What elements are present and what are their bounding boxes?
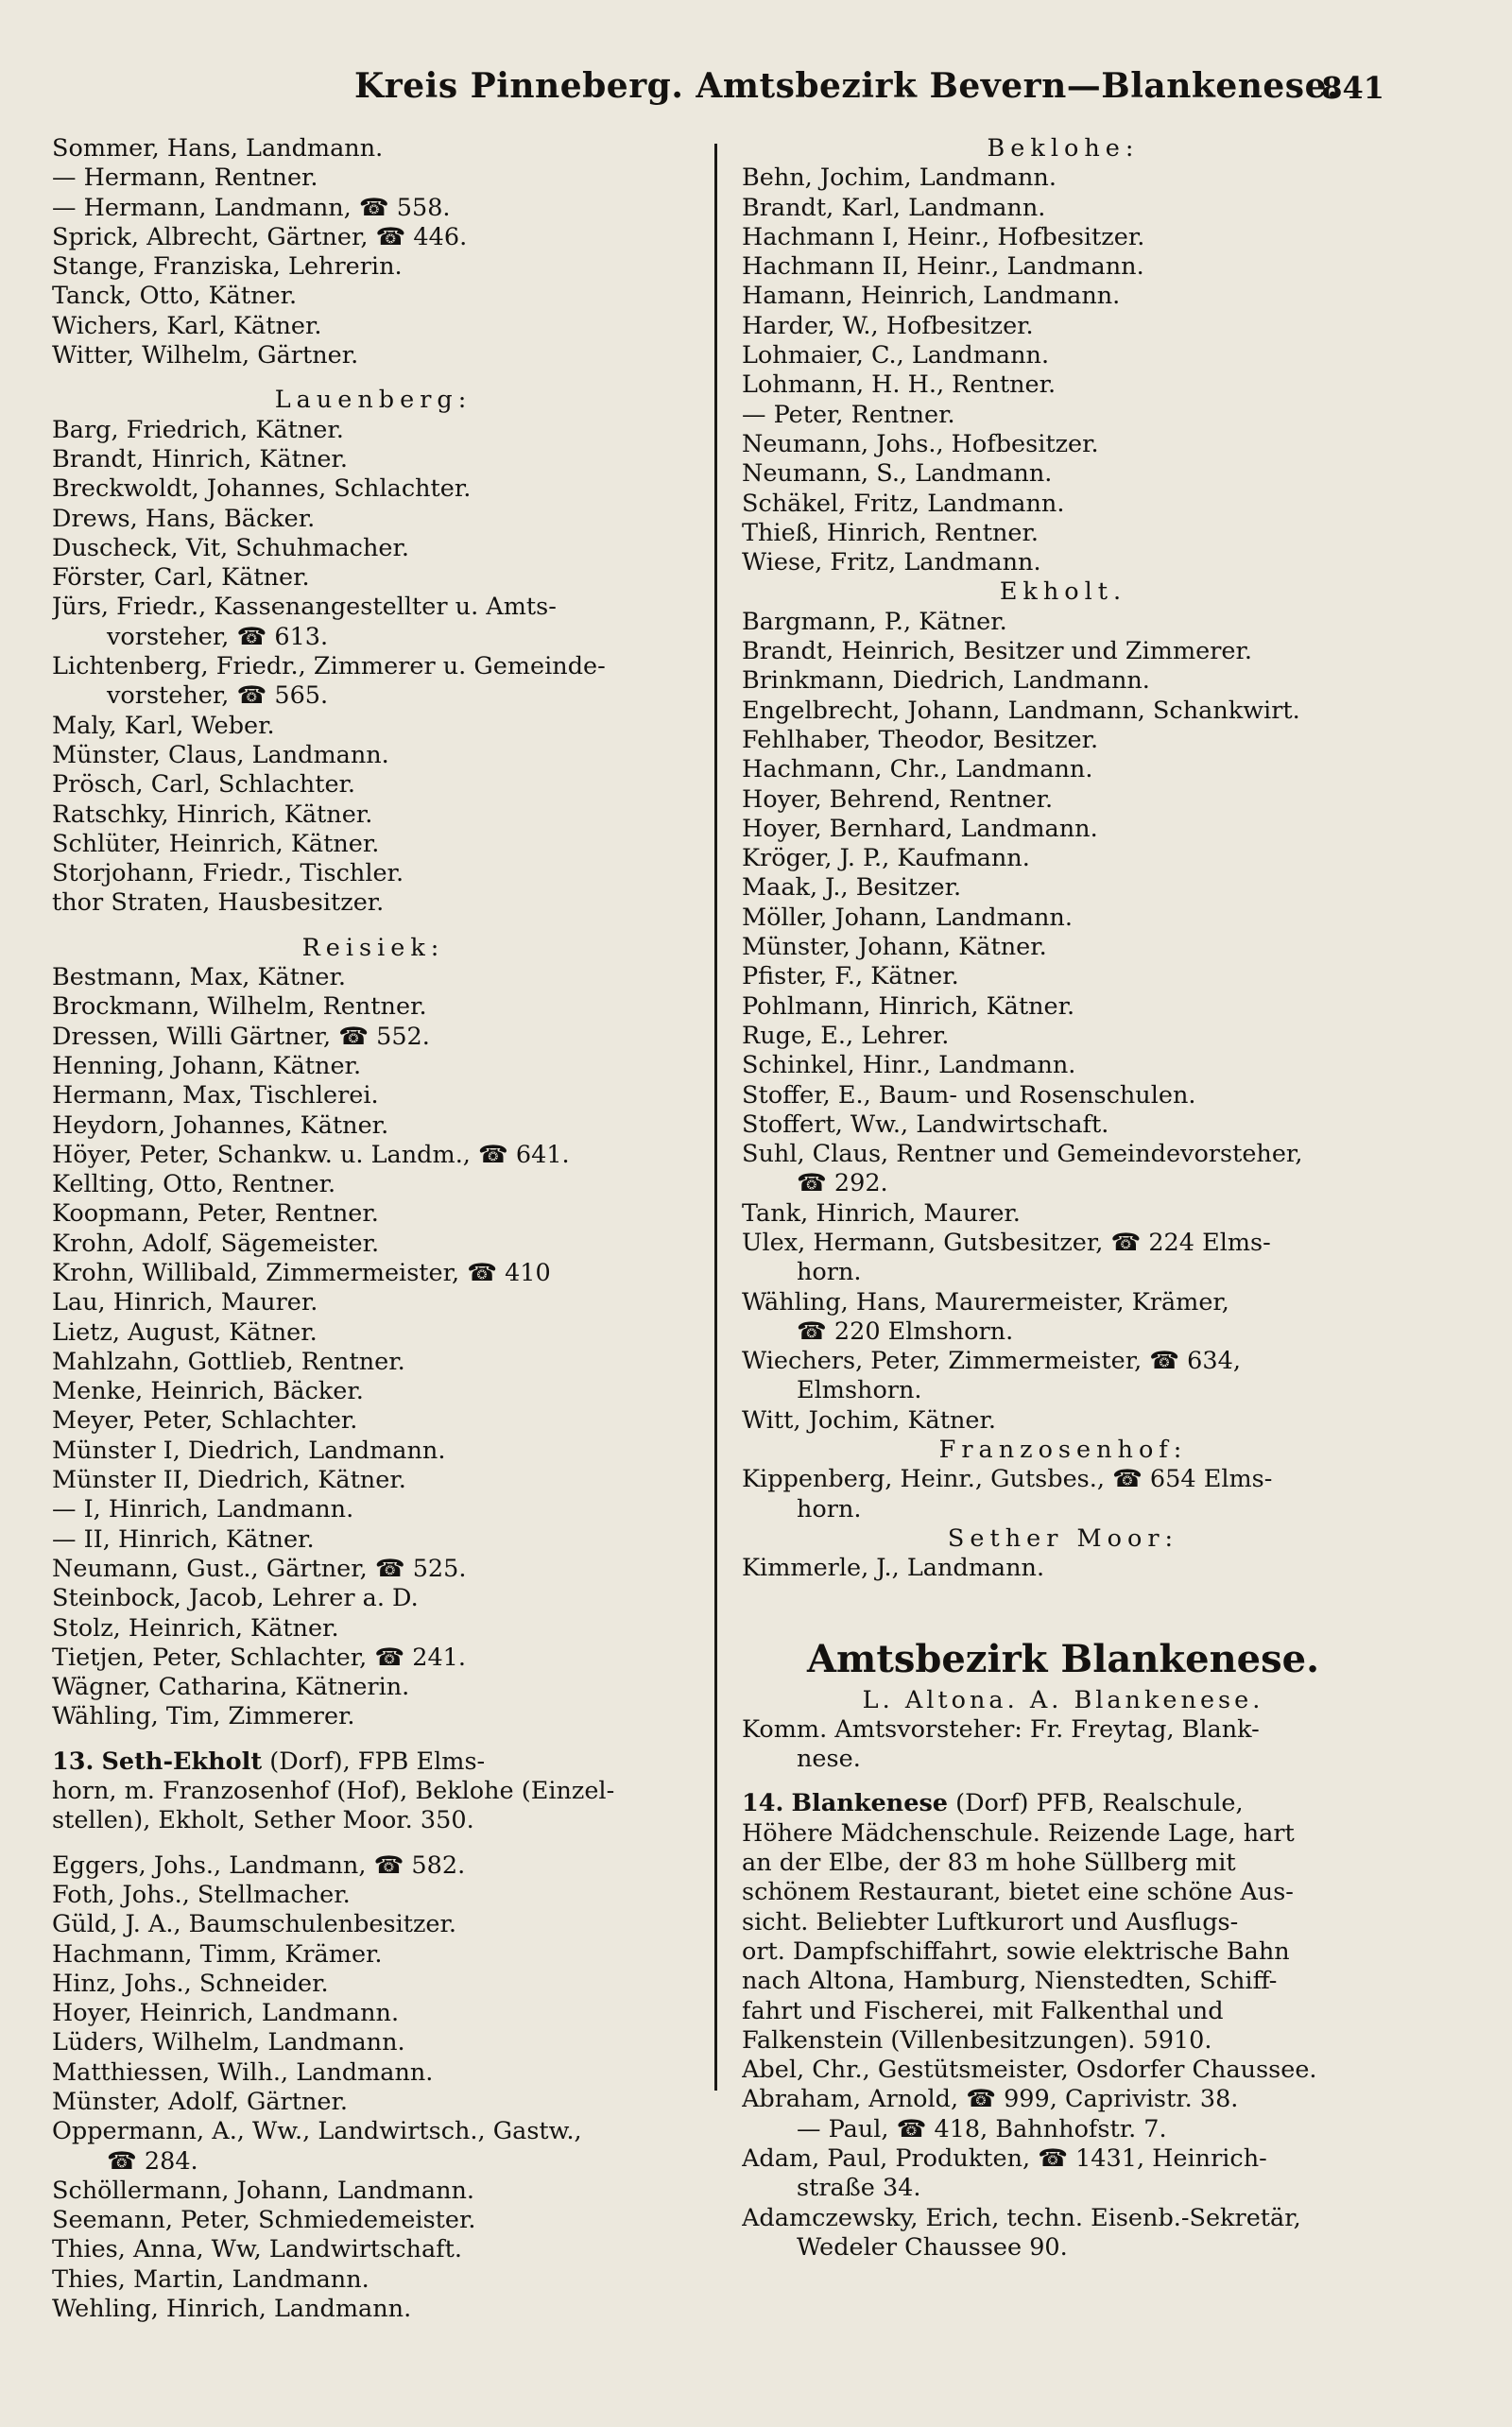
section-heading: Franzosenhof: [938, 1436, 1188, 1465]
entry: Krohn, Adolf, Sägemeister. [52, 1229, 380, 1258]
running-title: Kreis Pinneberg. Amtsbezirk Bevern—Blankenese. [354, 66, 1340, 106]
entry: Koopmann, Peter, Rentner. [52, 1199, 379, 1229]
entry: Witt, Jochim, Kätner. [742, 1405, 996, 1435]
entry: Neumann, S., Landmann. [742, 459, 1053, 489]
entry: Münster I, Diedrich, Landmann. [52, 1436, 446, 1465]
entry: Bestmann, Max, Kätner. [52, 963, 347, 992]
entry: Dressen, Willi Gärtner, ☎ 552. [52, 1022, 430, 1051]
entry: Ruge, E., Lehrer. [742, 1021, 950, 1050]
entry-continued: vorsteher, ☎ 565. [107, 681, 329, 711]
entry-continued: horn. [797, 1494, 862, 1523]
entry: Schöllermann, Johann, Landmann. [52, 2176, 475, 2205]
entry: Förster, Carl, Kätner. [52, 563, 310, 593]
entry: Ratschky, Hinrich, Kätner. [52, 800, 373, 829]
entry-continued: vorsteher, ☎ 613. [107, 622, 329, 651]
entry: — I, Hinrich, Landmann. [52, 1495, 354, 1524]
entry-continued: ☎ 292. [797, 1169, 888, 1198]
entry: Kröger, J. P., Kaufmann. [742, 844, 1030, 873]
section-heading: Lauenberg: [274, 386, 472, 415]
locality-number: 13. [52, 1747, 94, 1776]
entry: Witter, Wilhelm, Gärtner. [52, 341, 359, 370]
entry: Schäkel, Fritz, Landmann. [742, 489, 1065, 518]
entry: — Peter, Rentner. [742, 400, 955, 429]
entry: Oppermann, A., Ww., Landwirtsch., Gastw., [52, 2117, 582, 2146]
entry: Kippenberg, Heinr., Gutsbes., ☎ 654 Elms- [742, 1465, 1273, 1494]
entry: Hoyer, Bernhard, Landmann. [742, 814, 1098, 843]
district-subtitle: L. Altona. A. Blankenese. [862, 1685, 1264, 1714]
locality-info: nach Altona, Hamburg, Nienstedten, Schiff- [742, 1967, 1278, 1996]
entry: Schinkel, Hinr., Landmann. [742, 1051, 1076, 1080]
entry: Adamczewsky, Erich, techn. Eisenb.-Sekretär, [742, 2203, 1301, 2232]
entry: Bargmann, P., Kätner. [742, 607, 1007, 636]
entry: Hachmann, Chr., Landmann. [742, 755, 1093, 784]
entry-continued: ☎ 284. [107, 2146, 198, 2176]
entry: — Hermann, Rentner. [52, 164, 318, 193]
entry: Thies, Anna, Ww, Landwirtschaft. [52, 2235, 462, 2264]
entry: Mahlzahn, Gottlieb, Rentner. [52, 1347, 405, 1376]
entry: Brinkmann, Diedrich, Landmann. [742, 666, 1150, 696]
entry: Adam, Paul, Produkten, ☎ 1431, Heinrich- [742, 2144, 1267, 2173]
locality-heading [742, 1789, 1384, 1818]
entry: Münster, Adolf, Gärtner. [52, 2088, 348, 2116]
locality-info: stellen), Ekholt, Sether Moor. 350. [52, 1806, 474, 1835]
locality-info: ort. Dampfschiffahrt, sowie elektrische Bahn [742, 1936, 1290, 1966]
entry: Hachmann, Timm, Krämer. [52, 1939, 383, 1969]
locality-name: Seth-Ekholt [101, 1747, 263, 1776]
entry: Brandt, Heinrich, Besitzer und Zimmerer. [742, 637, 1253, 666]
locality-number: 14. [742, 1789, 784, 1818]
entry: Lohmaier, C., Landmann. [742, 341, 1050, 370]
section-heading: Reisiek: [301, 933, 445, 962]
entry: Tank, Hinrich, Maurer. [742, 1198, 1021, 1228]
section-heading: Ekholt. [999, 577, 1127, 607]
entry-continued: horn. [797, 1258, 862, 1287]
entry: Wiese, Fritz, Landmann. [742, 548, 1041, 577]
page-header [0, 66, 1512, 123]
locality-info: schönem Restaurant, bietet eine schöne Aus- [742, 1878, 1294, 1907]
entry: Hoyer, Behrend, Rentner. [742, 784, 1054, 814]
entry: Drews, Hans, Bäcker. [52, 504, 316, 533]
entry: Hachmann II, Heinr., Landmann. [742, 252, 1144, 282]
entry: Stoffer, E., Baum- und Rosenschulen. [742, 1080, 1196, 1110]
entry: Stolz, Heinrich, Kätner. [52, 1613, 339, 1643]
entry: Güld, J. A., Baumschulenbesitzer. [52, 1910, 457, 1939]
entry: Sprick, Albrecht, Gärtner, ☎ 446. [52, 222, 468, 251]
entry: Thies, Martin, Landmann. [52, 2264, 369, 2294]
section-heading: Sether Moor: [947, 1523, 1179, 1553]
entry: Abel, Chr., Gestütsmeister, Osdorfer Chaussee. [742, 2056, 1317, 2085]
entry-continued: ☎ 220 Elmshorn. [797, 1317, 1014, 1346]
entry: Harder, W., Hofbesitzer. [742, 311, 1034, 340]
entry: Neumann, Johs., Hofbesitzer. [742, 429, 1099, 458]
entry: — Paul, ☎ 418, Bahnhofstr. 7. [797, 2114, 1167, 2143]
entry: Lau, Hinrich, Maurer. [52, 1288, 318, 1317]
entry: Tietjen, Peter, Schlachter, ☎ 241. [52, 1643, 466, 1672]
entry: Wichers, Karl, Kätner. [52, 311, 322, 340]
entry: Fehlhaber, Theodor, Besitzer. [742, 725, 1099, 754]
entry: Breckwoldt, Johannes, Schlachter. [52, 474, 472, 504]
entry: Wägner, Catharina, Kätnerin. [52, 1673, 410, 1702]
entry-continued: Wedeler Chaussee 90. [797, 2232, 1068, 2262]
locality-info: sicht. Beliebter Luftkurort und Ausflugs- [742, 1907, 1239, 1936]
right-column [742, 134, 1384, 2263]
entry: Behn, Jochim, Landmann. [742, 164, 1057, 193]
entry: Wähling, Tim, Zimmerer. [52, 1702, 355, 1731]
entry: — Hermann, Landmann, ☎ 558. [52, 193, 451, 222]
entry: Münster II, Diedrich, Kätner. [52, 1466, 406, 1495]
district-title: Amtsbezirk Blankenese. [807, 1636, 1319, 1681]
column-divider [714, 144, 717, 2091]
entry: Stange, Franziska, Lehrerin. [52, 252, 403, 282]
entry: Wehling, Hinrich, Landmann. [52, 2295, 412, 2324]
entry: Krohn, Willibald, Zimmermeister, ☎ 410 [52, 1258, 551, 1287]
entry: Henning, Johann, Kätner. [52, 1051, 362, 1080]
entry: Abraham, Arnold, ☎ 999, Caprivistr. 38. [742, 2085, 1239, 2114]
entry: Wähling, Hans, Maurermeister, Krämer, [742, 1287, 1229, 1317]
entry: Prösch, Carl, Schlachter. [52, 770, 356, 800]
locality-info: an der Elbe, der 83 m hohe Süllberg mit [742, 1849, 1236, 1878]
entry: Maly, Karl, Weber. [52, 711, 275, 740]
entry: Brandt, Karl, Landmann. [742, 193, 1046, 222]
locality-info: (Dorf), FPB Elms- [262, 1747, 486, 1776]
entry: Barg, Friedrich, Kätner. [52, 415, 344, 444]
entry: Thieß, Hinrich, Rentner. [742, 518, 1039, 547]
page-number: 841 [1321, 70, 1384, 106]
entry: Heydorn, Johannes, Kätner. [52, 1110, 389, 1140]
entry: Schlüter, Heinrich, Kätner. [52, 829, 380, 858]
entry: Pfister, F., Kätner. [742, 962, 959, 991]
entry: Jürs, Friedr., Kassenangestellter u. Amts- [52, 593, 557, 622]
entry: Möller, Johann, Landmann. [742, 903, 1073, 932]
entry: Suhl, Claus, Rentner und Gemeindevorsteher, [742, 1140, 1303, 1169]
entry-continued: Elmshorn. [797, 1376, 922, 1405]
entry: Duscheck, Vit, Schuhmacher. [52, 533, 409, 562]
entry: Kellting, Otto, Rentner. [52, 1170, 336, 1199]
entry: Tanck, Otto, Kätner. [52, 282, 298, 311]
entry: Stoffert, Ww., Landwirtschaft. [742, 1110, 1109, 1139]
locality-heading [52, 1747, 695, 1777]
locality-info: Falkenstein (Villenbesitzungen). 5910. [742, 2025, 1212, 2055]
entry: — II, Hinrich, Kätner. [52, 1524, 315, 1554]
left-column [52, 134, 695, 2324]
entry: Höyer, Peter, Schankw. u. Landm., ☎ 641. [52, 1140, 570, 1169]
entry: Ulex, Hermann, Gutsbesitzer, ☎ 224 Elms- [742, 1228, 1271, 1257]
locality-info: fahrt und Fischerei, mit Falkenthal und [742, 1996, 1224, 2025]
entry: Wiechers, Peter, Zimmermeister, ☎ 634, [742, 1347, 1241, 1376]
entry: Pohlmann, Hinrich, Kätner. [742, 991, 1075, 1021]
entry: Komm. Amtsvorsteher: Fr. Freytag, Blank- [742, 1714, 1260, 1744]
entry: Kimmerle, J., Landmann. [742, 1554, 1045, 1583]
entry: Münster, Johann, Kätner. [742, 933, 1047, 962]
entry: Hermann, Max, Tischlerei. [52, 1081, 379, 1110]
entry: Brockmann, Wilhelm, Rentner. [52, 992, 427, 1022]
entry: Neumann, Gust., Gärtner, ☎ 525. [52, 1554, 467, 1583]
entry: Steinbock, Jacob, Lehrer a. D. [52, 1584, 419, 1613]
entry: Maak, J., Besitzer. [742, 873, 962, 903]
entry: Lohmann, H. H., Rentner. [742, 370, 1057, 400]
entry: Meyer, Peter, Schlachter. [52, 1406, 358, 1436]
entry-continued: straße 34. [797, 2174, 921, 2203]
entry: thor Straten, Hausbesitzer. [52, 888, 385, 918]
entry: Engelbrecht, Johann, Landmann, Schankwirt. [742, 696, 1300, 725]
entry: Hachmann I, Heinr., Hofbesitzer. [742, 222, 1145, 251]
entry: Lietz, August, Kätner. [52, 1317, 318, 1347]
entry: Menke, Heinrich, Bäcker. [52, 1377, 364, 1406]
entry: Münster, Claus, Landmann. [52, 740, 389, 769]
entry: Foth, Johs., Stellmacher. [52, 1880, 351, 1909]
entry: Seemann, Peter, Schmiedemeister. [52, 2206, 476, 2235]
entry: Matthiessen, Wilh., Landmann. [52, 2057, 434, 2087]
entry: Hinz, Johs., Schneider. [52, 1969, 329, 1998]
locality-info: horn, m. Franzosenhof (Hof), Beklohe (Einzel- [52, 1777, 615, 1806]
entry-continued: nese. [797, 1745, 861, 1774]
locality-info: Höhere Mädchenschule. Reizende Lage, hart [742, 1818, 1295, 1848]
entry: Lichtenberg, Friedr., Zimmerer u. Gemeinde- [52, 652, 606, 681]
locality-info: (Dorf) PFB, Realschule, [948, 1789, 1244, 1818]
locality-name: Blankenese [791, 1789, 949, 1818]
entry: Eggers, Johs., Landmann, ☎ 582. [52, 1850, 466, 1880]
entry: Sommer, Hans, Landmann. [52, 134, 384, 163]
entry: Hoyer, Heinrich, Landmann. [52, 1999, 400, 2028]
entry: Lüders, Wilhelm, Landmann. [52, 2028, 405, 2057]
entry: Brandt, Hinrich, Kätner. [52, 444, 348, 473]
section-heading: Beklohe: [987, 134, 1140, 163]
entry: Hamann, Heinrich, Landmann. [742, 282, 1121, 311]
entry: Storjohann, Friedr., Tischler. [52, 859, 404, 888]
